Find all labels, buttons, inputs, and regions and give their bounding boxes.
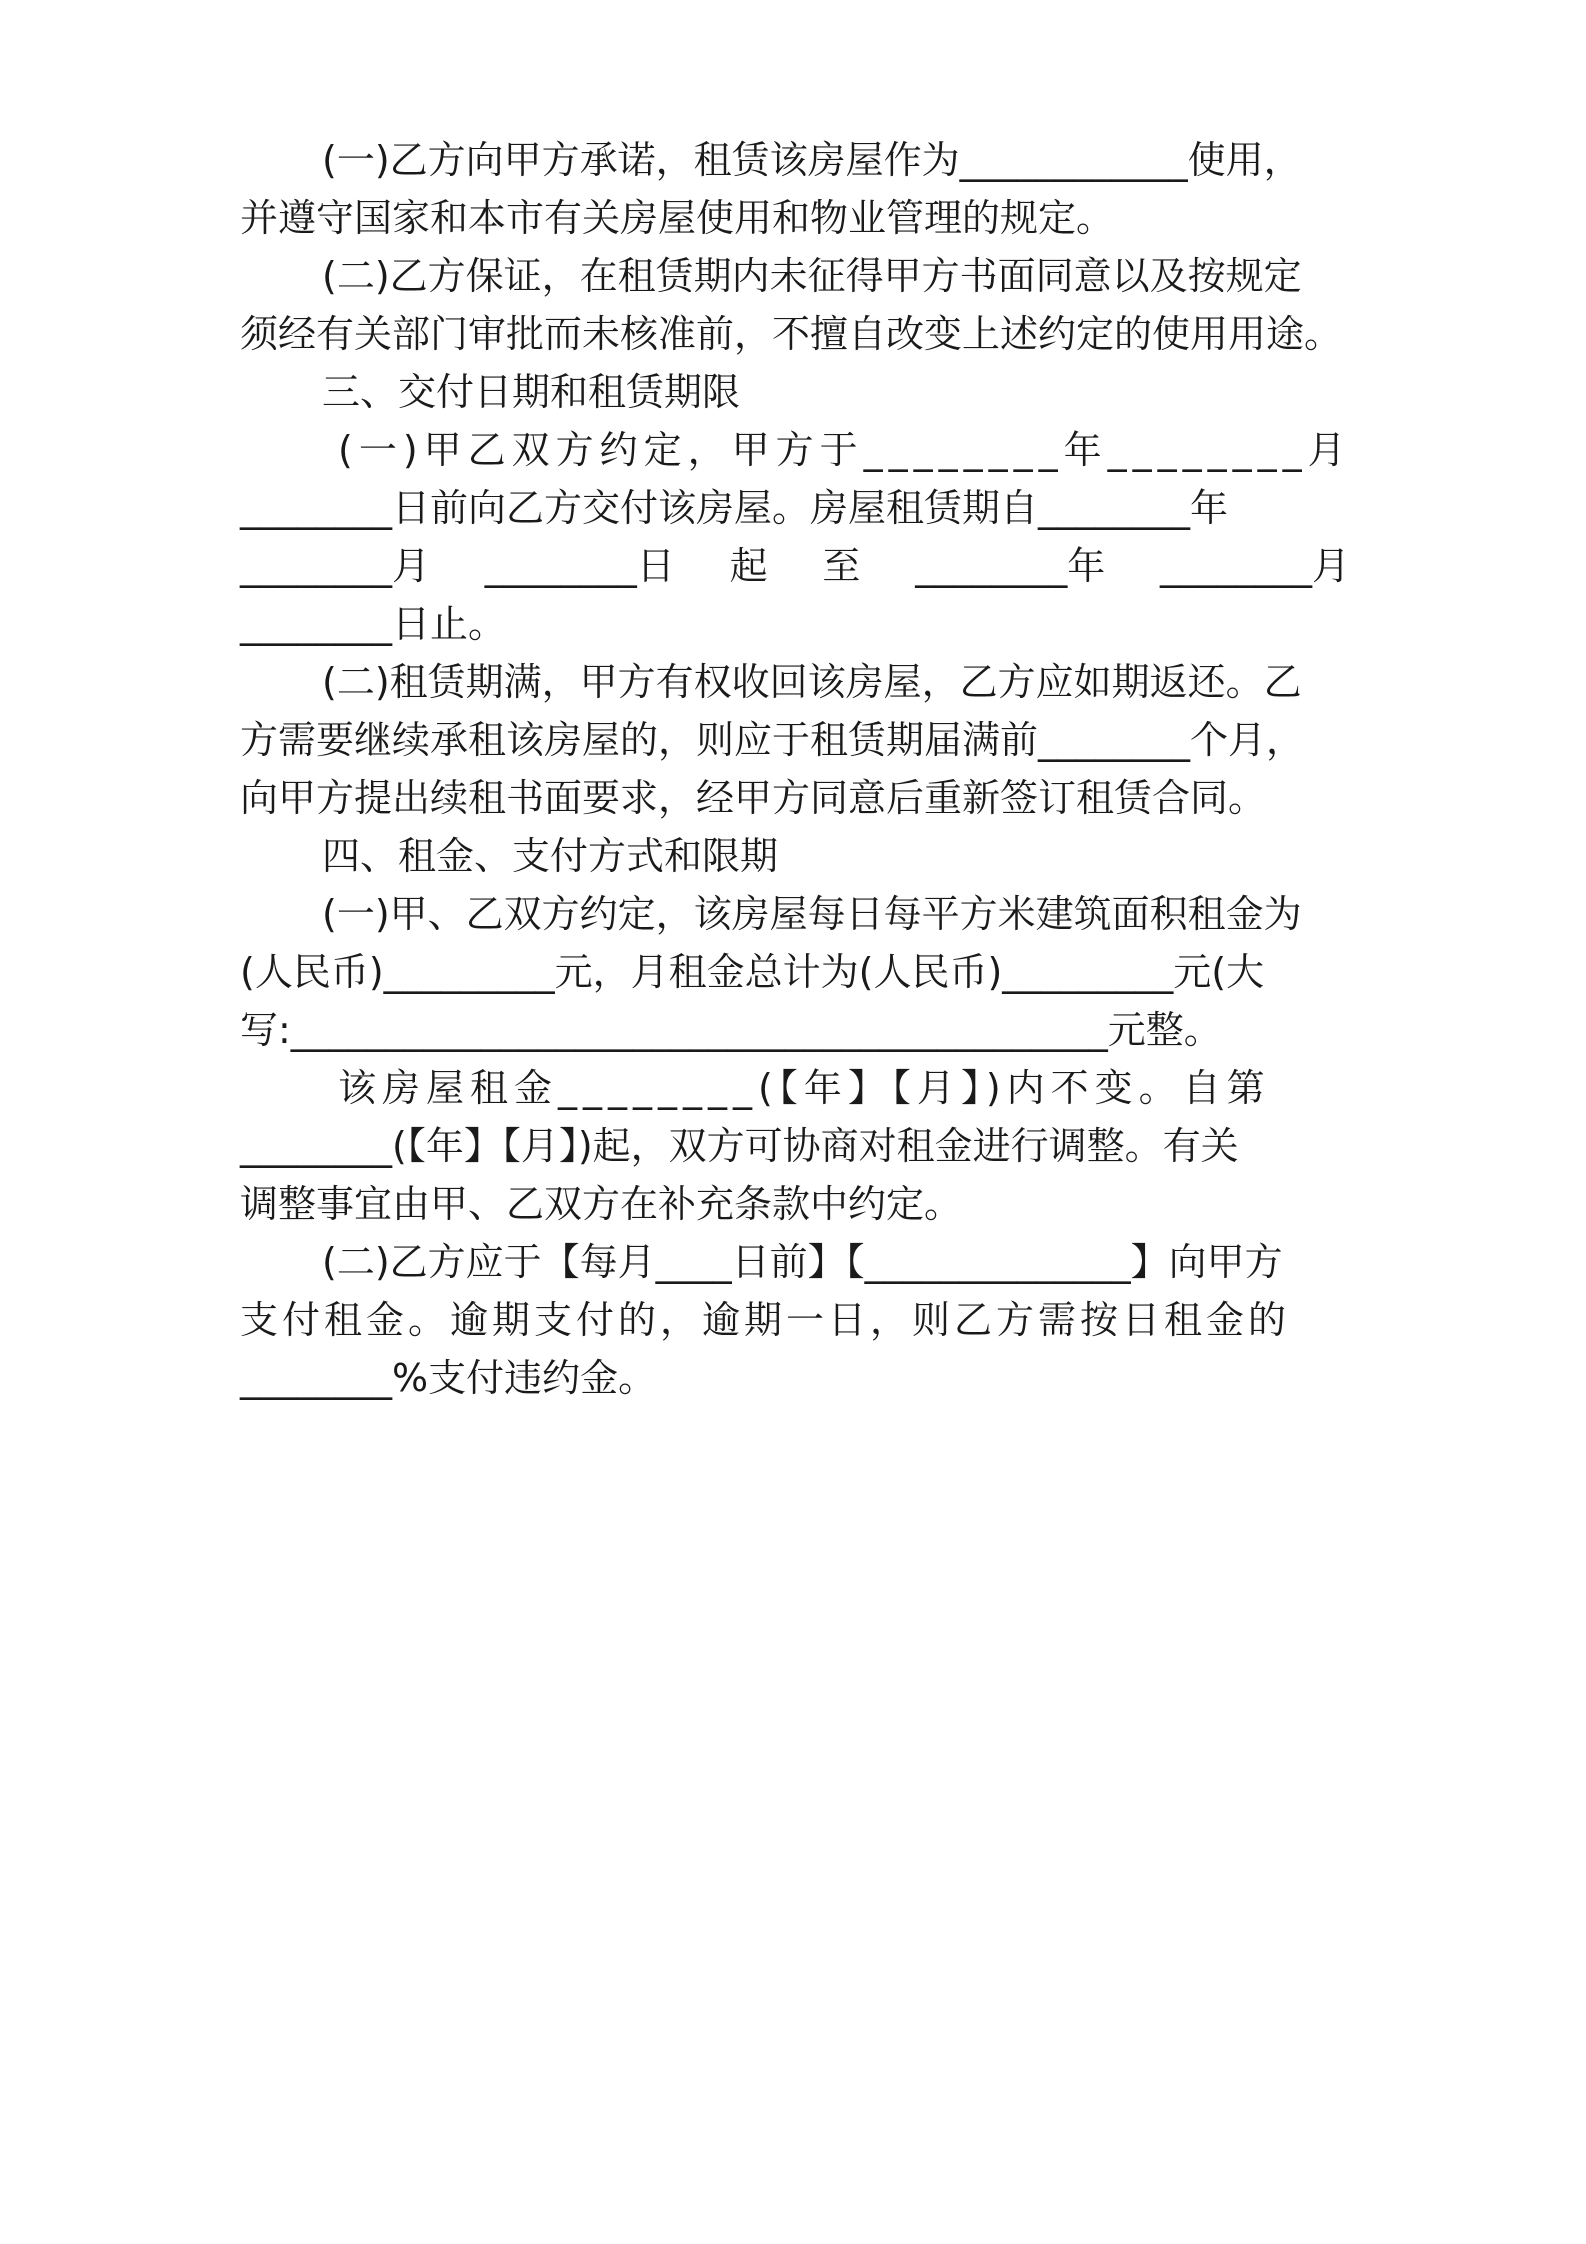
clause-4-1-line-3: 写:___________________________________________元整。	[240, 1008, 1222, 1052]
section-3-heading: 三、交付日期和租赁期限	[322, 370, 741, 414]
clause-3-1-line-2: ________日前向乙方交付该房屋。房屋租赁期自________年	[240, 486, 1229, 530]
rent-fixed-line-3: 调整事宜由甲、乙双方在补充条款中约定。	[240, 1182, 963, 1226]
word-qi: 起	[729, 544, 768, 588]
clause-4-2-line-1: (二)乙方应于【每月____日前】【______________】向甲方	[322, 1240, 1283, 1284]
clause-4-1-line-2: (人民币)_________元，月租金总计为(人民币)_________元(大	[240, 950, 1265, 994]
clause-4-2-line-3: ________%支付违约金。	[240, 1356, 657, 1400]
clause-3-2-line-1: (二)租赁期满，甲方有权收回该房屋，乙方应如期返还。乙	[322, 660, 1302, 704]
clause-2-1-line-2: 并遵守国家和本市有关房屋使用和物业管理的规定。	[240, 196, 1115, 240]
clause-4-2-line-2: 支付租金。逾期支付的，逾期一日，则乙方需按日租金的	[240, 1298, 1291, 1342]
rent-fixed-line-2: ________(【年】【月】)起，双方可协商对租金进行调整。有关	[240, 1124, 1239, 1168]
clause-3-2-line-3: 向甲方提出续租书面要求，经甲方同意后重新签订租赁合同。	[240, 776, 1267, 820]
section-4-heading: 四、租金、支付方式和限期	[322, 834, 779, 878]
clause-4-1-line-1: (一)甲、乙双方约定，该房屋每日每平方米建筑面积租金为	[322, 892, 1302, 936]
blank-month: ________月	[240, 544, 431, 588]
clause-2-1-line-1: (一)乙方向甲方承诺，租赁该房屋作为____________使用，	[322, 138, 1302, 182]
clause-3-1-line-3	[240, 536, 1350, 596]
clause-2-2-line-2: 须经有关部门审批而未核准前，不擅自改变上述约定的使用用途。	[240, 312, 1343, 356]
clause-3-1-line-4: ________日止。	[240, 602, 507, 646]
rent-fixed-line-1: 该房屋租金________(【年】【月】)内不变。自第	[338, 1066, 1271, 1110]
clause-2-2-line-1: (二)乙方保证，在租赁期内未征得甲方书面同意以及按规定	[322, 254, 1302, 298]
blank-day: ________日	[484, 544, 675, 588]
blank-year: ________年	[915, 544, 1106, 588]
clause-3-2-line-2: 方需要继续承租该房屋的，则应于租赁期届满前________个月，	[240, 718, 1305, 762]
clause-3-1-line-1: (一)甲乙双方约定，甲方于________年________月	[338, 428, 1352, 472]
blank-month-2: ________月	[1159, 544, 1350, 588]
word-zhi: 至	[822, 544, 861, 588]
